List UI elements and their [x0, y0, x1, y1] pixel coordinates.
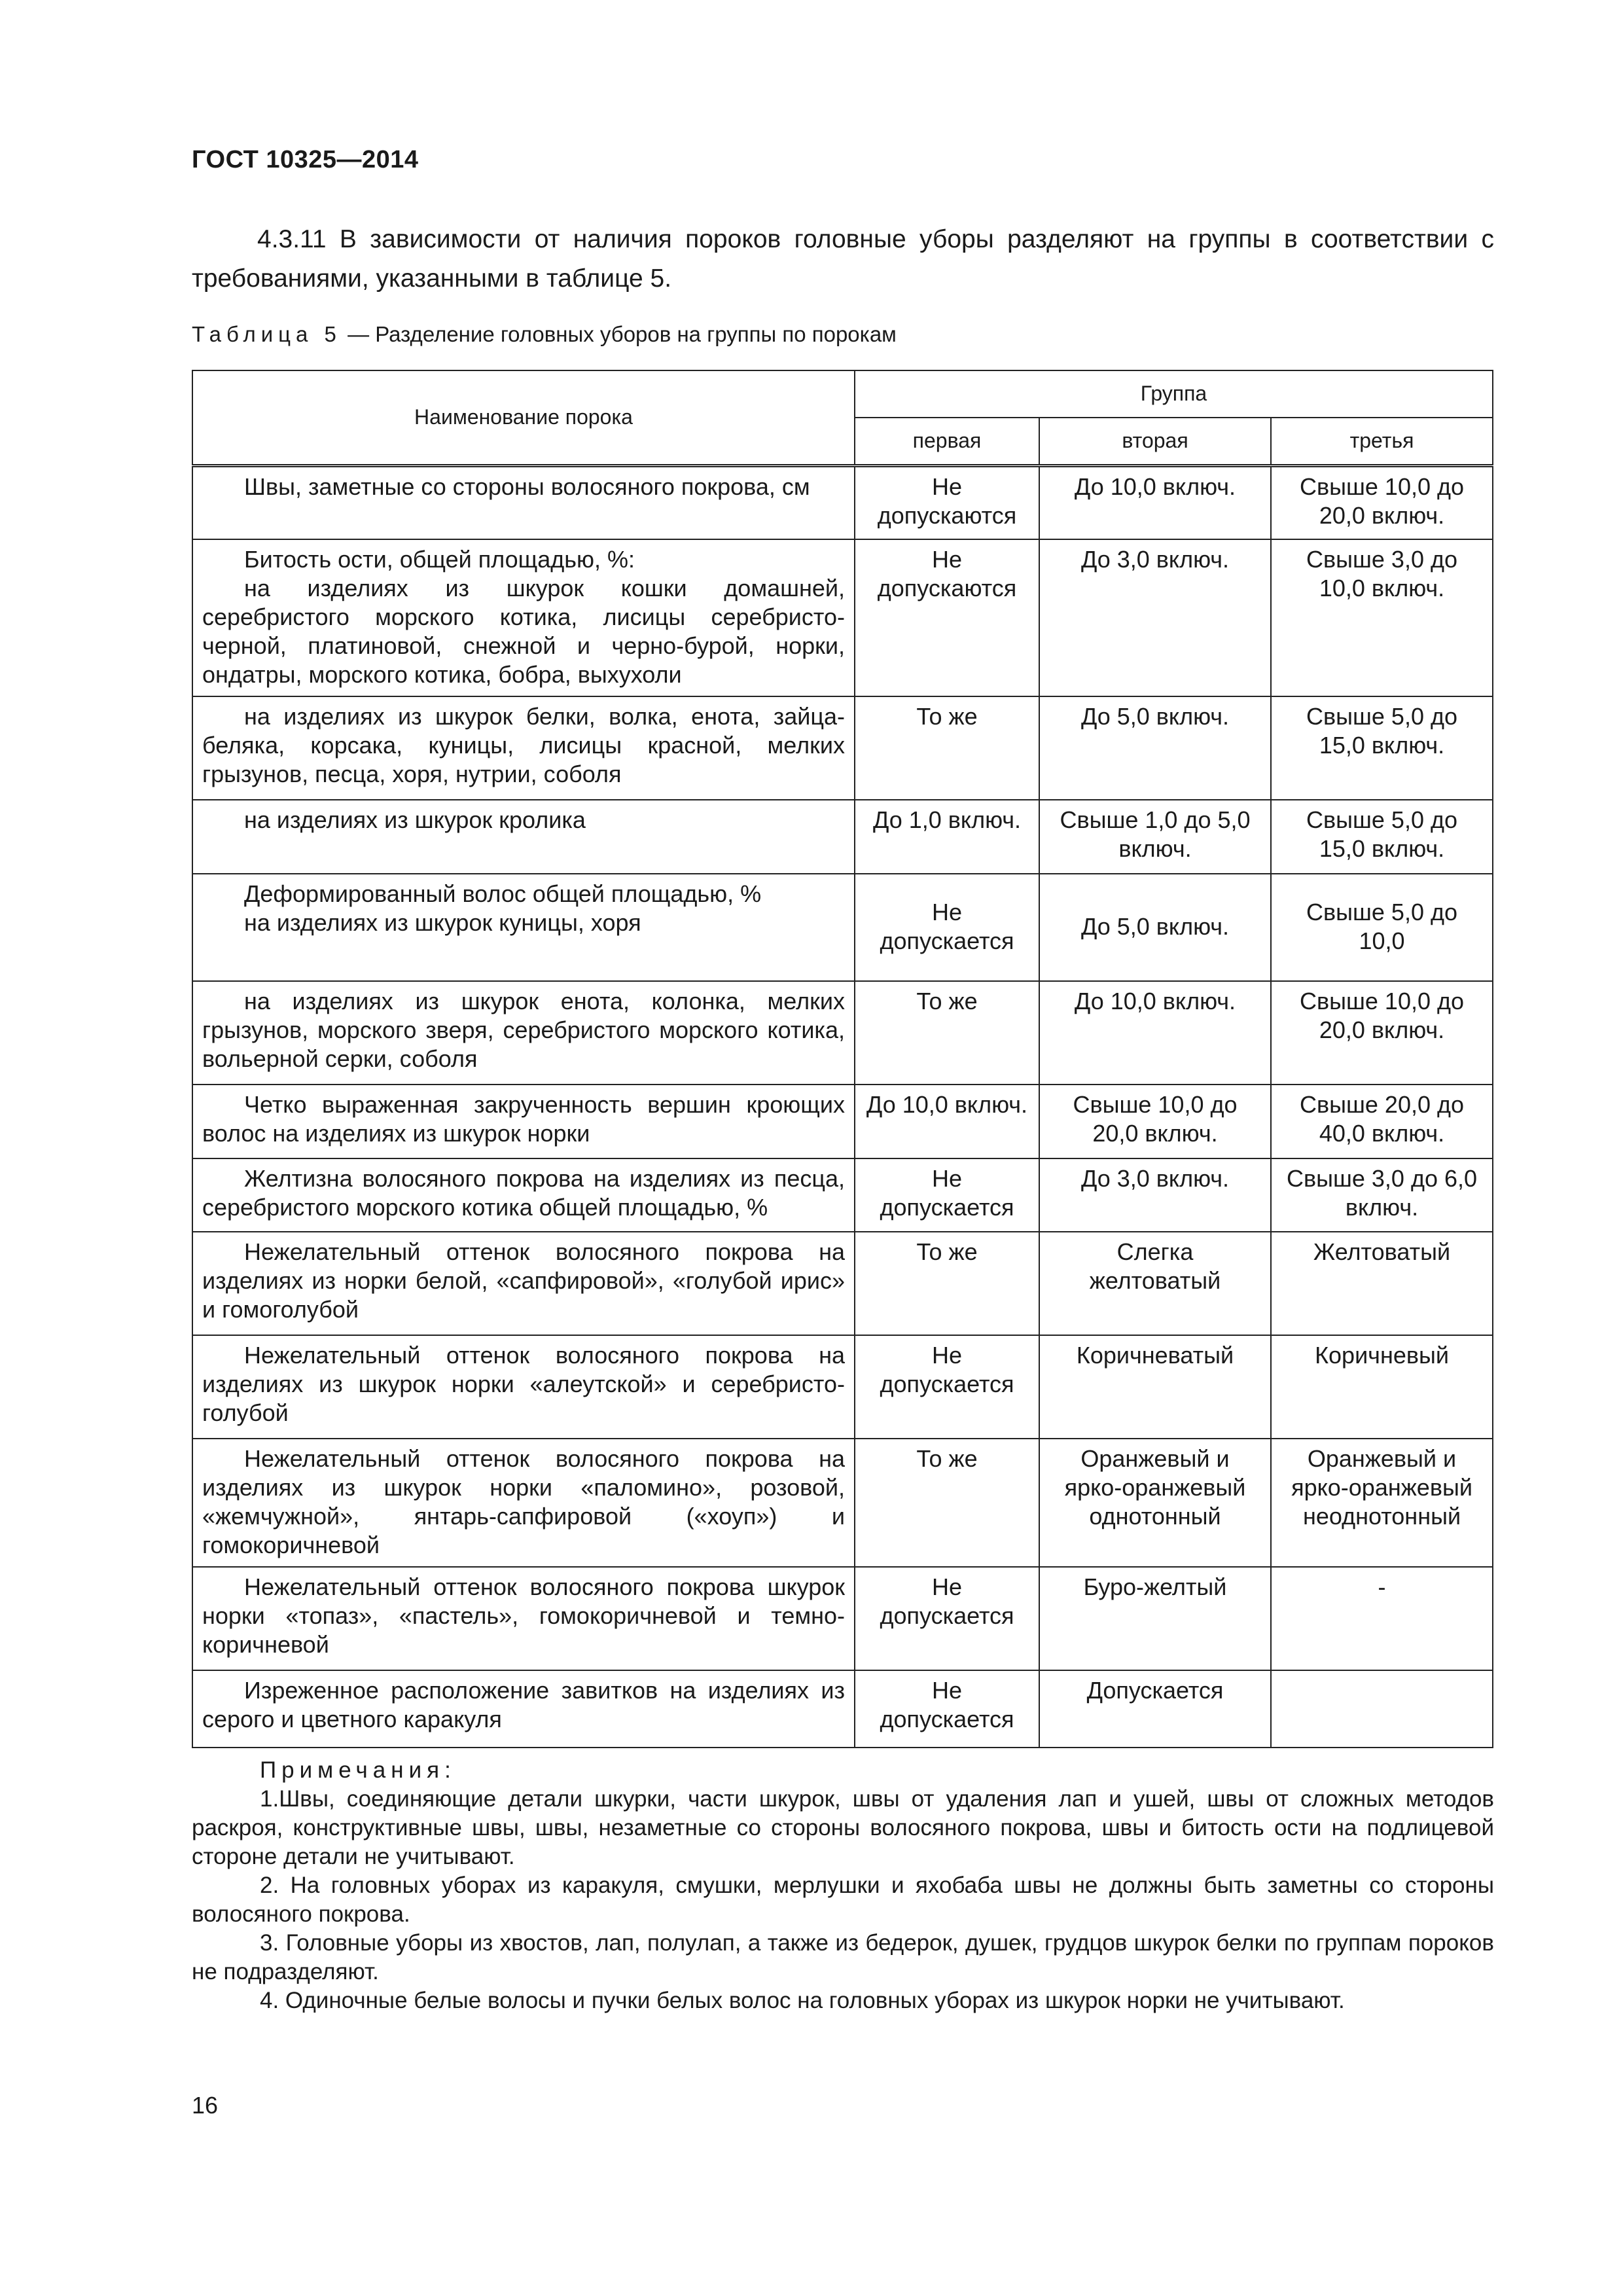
table-body	[192, 466, 1493, 1748]
notes-section	[192, 1756, 1494, 2015]
group-third-cell: -	[1271, 1567, 1493, 1670]
group-second-cell: Свыше 1,0 до 5,0 включ.	[1039, 800, 1271, 874]
notes-title: Примечания:	[260, 1757, 456, 1783]
standard-code: ГОСТ 10325—2014	[192, 146, 419, 173]
group-second-cell: До 5,0 включ.	[1039, 696, 1271, 800]
group-third-cell: Коричневый	[1271, 1335, 1493, 1439]
column-header-third: третья	[1271, 418, 1493, 466]
column-header-defect: Наименование порока	[192, 370, 855, 466]
intro-text: 4.3.11 В зависимости от наличия пороков головные уборы разделяют на группы в соответствии с требованиями, указанными в таблице 5.	[192, 225, 1494, 293]
table-row	[192, 1567, 1493, 1670]
group-first-cell: Не допускаются	[855, 466, 1039, 539]
table-row	[192, 539, 1493, 696]
table-row	[192, 1085, 1493, 1158]
group-first-cell: Не допускаются	[855, 539, 1039, 696]
defect-cell	[192, 1335, 855, 1439]
defect-text: на изделиях из шкурок белки, волка, енота, зайца-беляка, корсака, куницы, лисицы красной, мелких грызунов, песца, хоря, нутрии, соболя	[202, 702, 845, 787]
defect-text: на изделиях из шкурок енота, колонка, мелких грызунов, морского зверя, серебристого морского котика, вольерной серки, соболя	[202, 987, 845, 1072]
table-row	[192, 1439, 1493, 1567]
defects-table	[192, 370, 1493, 1748]
defect-cell	[192, 696, 855, 800]
group-first-cell: То же	[855, 1439, 1039, 1567]
table-row	[192, 1232, 1493, 1335]
defect-cell	[192, 981, 855, 1085]
defect-text: Битость ости, общей площадью, %:	[244, 545, 635, 573]
defect-text: Деформированный волос общей площадью, %	[244, 880, 762, 907]
group-second-cell: До 3,0 включ.	[1039, 1158, 1271, 1232]
note-item: 2. На головных уборах из каракуля, смушки, мерлушки и яхобаба швы не должны быть заметны со стороны волосяного покрова.	[192, 1873, 1494, 1927]
defect-cell	[192, 800, 855, 874]
group-third-cell: Свыше 10,0 до 20,0 включ.	[1271, 981, 1493, 1085]
group-second-cell: Оранжевый и ярко-оранжевый однотонный	[1039, 1439, 1271, 1567]
group-first-cell: То же	[855, 981, 1039, 1085]
defect-cell	[192, 1232, 855, 1335]
group-second-cell: Коричневатый	[1039, 1335, 1271, 1439]
group-second-cell: До 10,0 включ.	[1039, 981, 1271, 1085]
table-row	[192, 1670, 1493, 1748]
defect-text: Четко выраженная закрученность вершин кроющих волос на изделиях из шкурок норки	[202, 1090, 845, 1147]
defect-cell	[192, 539, 855, 696]
group-third-cell: Свыше 5,0 до 15,0 включ.	[1271, 696, 1493, 800]
defect-text: Желтизна волосяного покрова на изделиях из песца, серебристого морского котика общей площадью, %	[202, 1164, 845, 1221]
group-first-cell: Не допускается	[855, 874, 1039, 981]
column-header-second: вторая	[1039, 418, 1271, 466]
table-header-row	[192, 370, 1493, 418]
page-number: 16	[192, 2092, 219, 2119]
group-first-cell: До 10,0 включ.	[855, 1085, 1039, 1158]
table-row	[192, 981, 1493, 1085]
column-header-first: первая	[855, 418, 1039, 466]
defect-cell	[192, 466, 855, 539]
defect-text: Нежелательный оттенок волосяного покрова шкурок норки «топаз», «пастель», гомокоричневой и темно-коричневой	[202, 1573, 845, 1658]
table-row	[192, 874, 1493, 981]
defect-text: на изделиях из шкурок кошки домашней, серебристого морского котика, лисицы серебристо-черной, платиновой, снежной и черно-бурой, норки, ондатры, морского котика, бобра, выхухоли	[202, 574, 845, 688]
note-item: 4. Одиночные белые волосы и пучки белых волос на головных уборах из шкурок норки не учитывают.	[260, 1988, 1345, 2013]
group-third-cell: Свыше 20,0 до 40,0 включ.	[1271, 1085, 1493, 1158]
defect-text: Швы, заметные со стороны волосяного покрова, см	[244, 473, 810, 500]
group-second-cell: До 5,0 включ.	[1039, 874, 1271, 981]
defect-cell	[192, 1567, 855, 1670]
group-second-cell: Слегка желтоватый	[1039, 1232, 1271, 1335]
table-row	[192, 1158, 1493, 1232]
defect-text: Нежелательный оттенок волосяного покрова на изделиях из шкурок норки «паломино», розовой, «жемчужной», янтарь-сапфировой («хоуп») и гомокоричневой	[202, 1444, 845, 1558]
group-third-cell: Свыше 5,0 до 15,0 включ.	[1271, 800, 1493, 874]
group-third-cell: Свыше 5,0 до 10,0	[1271, 874, 1493, 981]
group-second-cell: Свыше 10,0 до 20,0 включ.	[1039, 1085, 1271, 1158]
defect-cell	[192, 1085, 855, 1158]
group-second-cell: До 3,0 включ.	[1039, 539, 1271, 696]
column-header-group: Группа	[855, 370, 1493, 418]
table-caption-text: — Разделение головных уборов на группы по порокам	[341, 322, 897, 346]
group-second-cell: До 10,0 включ.	[1039, 466, 1271, 539]
defect-cell	[192, 1439, 855, 1567]
defect-text: Нежелательный оттенок волосяного покрова на изделиях из норки белой, «сапфировой», «голубой ирис» и гомоголубой	[202, 1238, 845, 1323]
group-second-cell: Буро-желтый	[1039, 1567, 1271, 1670]
table-row	[192, 1335, 1493, 1439]
group-first-cell: Не допускается	[855, 1567, 1039, 1670]
group-third-cell: Свыше 3,0 до 10,0 включ.	[1271, 539, 1493, 696]
table-caption-label: Таблица 5	[192, 322, 342, 346]
note-item: 1.Швы, соединяющие детали шкурки, части шкурок, швы от удаления лап и ушей, швы от сложных методов раскроя, конструктивные швы, швы, незаметные со стороны волосяного покрова, швы и битость ости на подлицевой стороне детали не учитывают.	[192, 1786, 1494, 1869]
table-row	[192, 696, 1493, 800]
group-third-cell: Свыше 10,0 до 20,0 включ.	[1271, 466, 1493, 539]
group-third-cell: Желтоватый	[1271, 1232, 1493, 1335]
group-first-cell: Не допускается	[855, 1335, 1039, 1439]
group-first-cell: Не допускается	[855, 1158, 1039, 1232]
defect-text: Нежелательный оттенок волосяного покрова на изделиях из шкурок норки «алеутской» и серебристо-голубой	[202, 1341, 845, 1426]
group-third-cell: Свыше 3,0 до 6,0 включ.	[1271, 1158, 1493, 1232]
group-first-cell: Не допускается	[855, 1670, 1039, 1748]
defect-cell	[192, 1670, 855, 1748]
group-second-cell: Допускается	[1039, 1670, 1271, 1748]
defect-cell	[192, 1158, 855, 1232]
table-caption	[192, 322, 897, 347]
defect-text: на изделиях из шкурок кролика	[244, 806, 586, 833]
defect-text: Изреженное расположение завитков на изделиях из серого и цветного каракуля	[202, 1676, 845, 1732]
group-third-cell	[1271, 1670, 1493, 1748]
intro-paragraph	[192, 220, 1494, 298]
table-row	[192, 800, 1493, 874]
group-third-cell: Оранжевый и ярко-оранжевый неоднотонный	[1271, 1439, 1493, 1567]
group-first-cell: То же	[855, 1232, 1039, 1335]
note-item: 3. Головные уборы из хвостов, лап, полулап, а также из бедерок, душек, грудцов шкурок белки по группам пороков не подразделяют.	[192, 1930, 1494, 1984]
defect-text: на изделиях из шкурок куницы, хоря	[244, 908, 641, 936]
group-first-cell: То же	[855, 696, 1039, 800]
defect-cell	[192, 874, 855, 981]
table-row	[192, 466, 1493, 539]
group-first-cell: До 1,0 включ.	[855, 800, 1039, 874]
